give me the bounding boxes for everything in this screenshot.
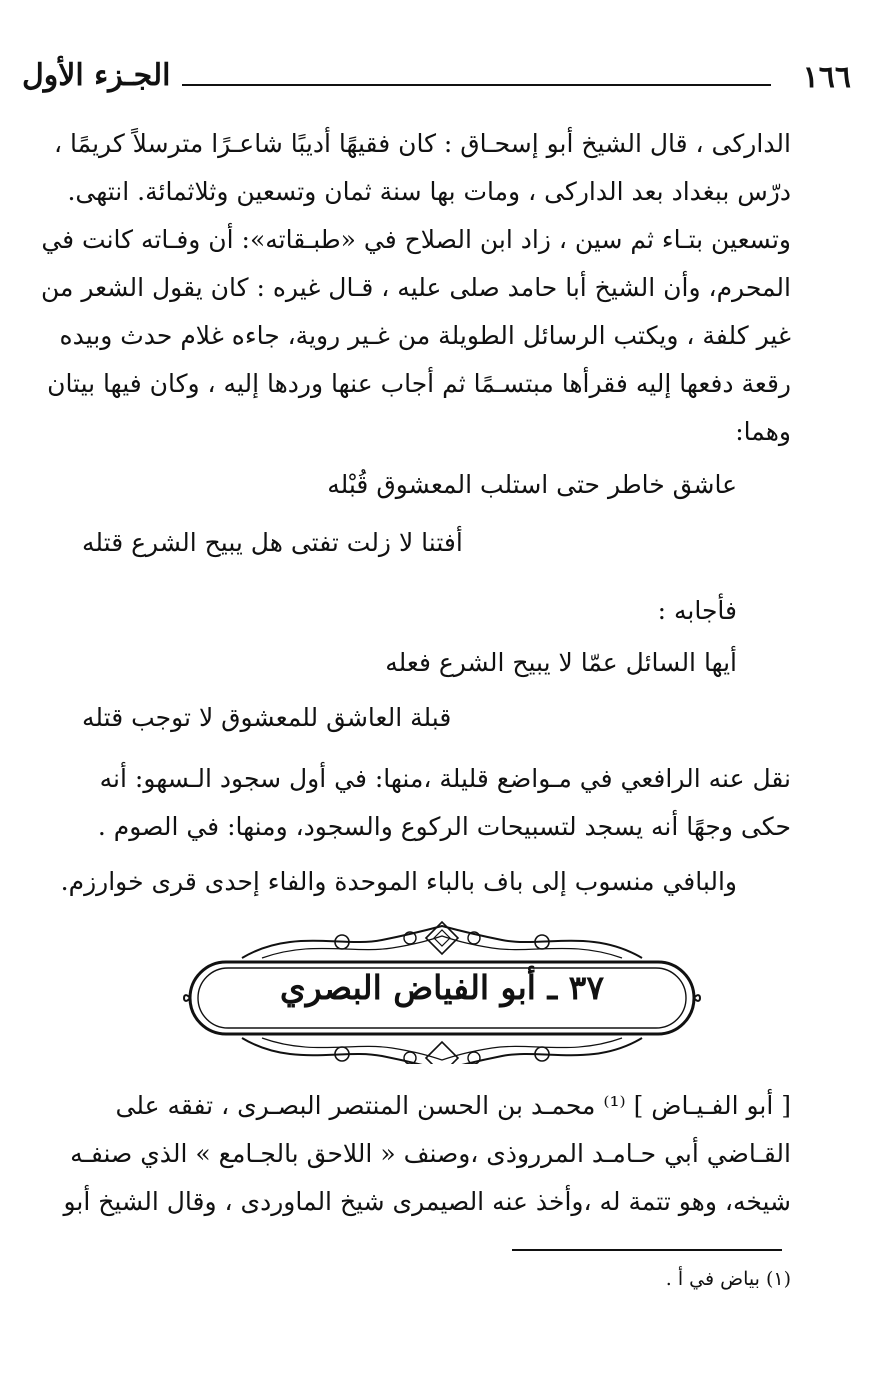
- running-header: [22, 58, 851, 98]
- verse-3: أيها السائل عمّا لا يبيح الشرع فعله: [385, 648, 737, 677]
- text-line: شيخه، وهو تتمة له ،وأخذ عنه الصيمرى شيخ الماوردى ، وقال الشيخ أبو: [63, 1187, 791, 1216]
- text-line: والبافي منسوب إلى باف بالباء الموحدة والفاء إحدى قرى خوارزم.: [60, 867, 737, 896]
- text-line: القـاضي أبي حـامـد المرروذى ،وصنف « اللاحق بالجـامع » الذي صنفـه: [70, 1139, 791, 1168]
- text-line: نقل عنه الرافعي في مـواضع قليلة ،منها: في أول سجود الـسهو: أنه: [99, 764, 791, 793]
- text-line: وتسعين بتـاء ثم سين ، زاد ابن الصلاح في «طبـقاته»: أن وفـاته كانت في: [41, 225, 791, 254]
- chapter-heading: ٣٧ ـ أبو الفياض البصري: [279, 968, 605, 1007]
- footnote: (١) بياض في أ .: [665, 1268, 791, 1290]
- verse-1: عاشق خاطر حتى استلب المعشوق قُبْله: [327, 470, 737, 499]
- paragraph-3: [60, 858, 737, 906]
- verse-2: أفتنا لا زلت تفتى هل يبيح الشرع قتله: [82, 528, 463, 557]
- part-title: الجـزء الأول: [22, 58, 171, 93]
- text-line: الداركى ، قال الشيخ أبو إسحـاق : كان فقيهًا أديبًا شاعـرًا مترسلاً كريمًا ،: [54, 129, 791, 158]
- text-line: وهما:: [735, 417, 791, 446]
- text-line: المحرم، وأن الشيخ أبا حامد صلى عليه ، قـال غيره : كان يقول الشعر من: [40, 273, 791, 302]
- header-rule: [182, 84, 771, 86]
- verse-4: قبلة العاشق للمعشوق لا توجب قتله: [82, 703, 452, 732]
- paragraph-2: [22, 755, 791, 851]
- text-line: حكى وجهًا أنه يسجد لتسبيحات الركوع والسجود، ومنها: في الصوم .: [97, 812, 791, 841]
- text-line: درّس ببغداد بعد الداركى ، ومات بها سنة ثمان وتسعين وثلاثمائة. انتهى.: [67, 177, 791, 206]
- page-number: ١٦٦: [802, 60, 851, 95]
- text-line: رقعة دفعها إليه فقرأها مبتسـمًا ثم أجاب عنها وردها إليه ، وكان فيها بيتان: [47, 369, 791, 398]
- paragraph-1: [22, 120, 791, 456]
- text-line: غير كلفة ، ويكتب الرسائل الطويلة من غـير روية، جاءه غلام حدث وبيده: [59, 321, 791, 350]
- footnote-rule: [512, 1249, 782, 1251]
- text-line: [ أبو الفـيـاض ] ⁽¹⁾ محمـد بن الحسن المنتصر البصـرى ، تفقه على: [115, 1091, 791, 1120]
- answer-label: فأجابه :: [657, 596, 737, 625]
- paragraph-4: [22, 1082, 791, 1226]
